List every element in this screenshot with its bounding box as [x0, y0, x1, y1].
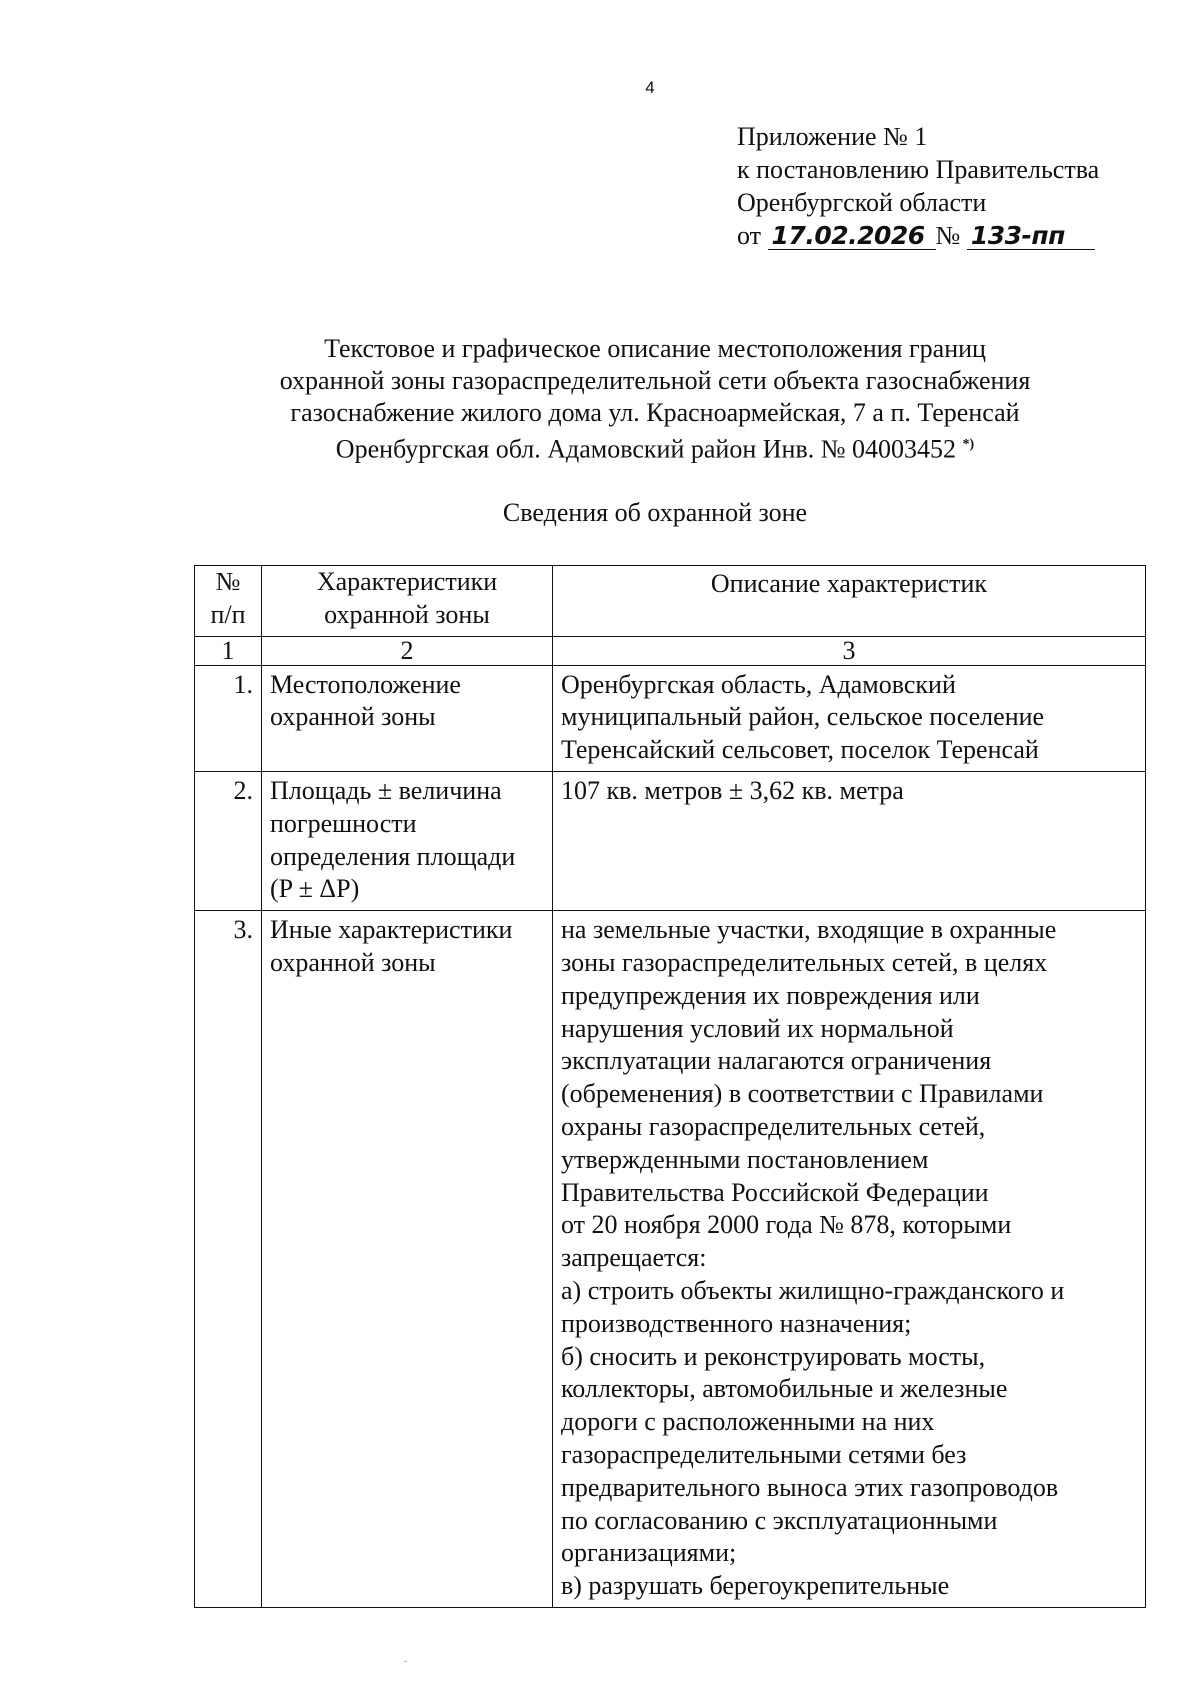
column-number-row	[195, 636, 1146, 665]
title-line-1: Текстовое и графическое описание местоположения границ	[324, 334, 986, 363]
row-number: 2.	[195, 771, 262, 910]
cell-line: Правительства Российской Федерации	[561, 1177, 989, 1207]
cell-line: Оренбургская область, Адамовский	[561, 669, 956, 699]
cell-line: (P ± ΔP)	[270, 874, 360, 904]
cell-line: (обременения) в соответствии с Правилами	[561, 1079, 1044, 1109]
row-description	[553, 665, 1146, 771]
appendix-header	[737, 120, 1099, 252]
page-number: 4	[645, 78, 655, 97]
cell-line: предварительного выноса этих газопроводов	[561, 1472, 1059, 1502]
header-col-2-line: охранной зоны	[324, 599, 490, 629]
title-line-4: Оренбургская обл. Адамовский район Инв. № 04003452	[335, 434, 957, 464]
cell-line: Местоположение	[270, 669, 461, 699]
table-header-row	[195, 566, 1146, 637]
row-characteristic	[262, 771, 553, 910]
row-description	[553, 771, 1146, 910]
cell-line: дороги с расположенными на них	[561, 1407, 935, 1437]
cell-line: эксплуатации налагаются ограничения	[561, 1046, 992, 1076]
table-row	[195, 911, 1146, 1608]
appendix-line-1: Приложение № 1	[737, 122, 928, 151]
cell-line: Иные характеристики	[270, 915, 513, 945]
cell-line: б) сносить и реконструировать мосты,	[561, 1341, 986, 1371]
cell-line: зоны газораспределительных сетей, в целях	[561, 947, 1048, 977]
cell-line: Теренсайский сельсовет, поселок Теренсай	[561, 735, 1039, 765]
cell-line: в) разрушать берегоукрепительные	[561, 1571, 950, 1601]
title-line-3: газоснабжение жилого дома ул. Красноармейская, 7 а п. Теренсай	[290, 398, 1020, 427]
title-line-2: охранной зоны газораспределительной сети объекта газоснабжения	[279, 366, 1031, 395]
footnote-mark: *)	[962, 437, 975, 452]
cell-line: Площадь ± величина	[270, 775, 502, 805]
header-col-2-line: Характеристики	[316, 567, 498, 596]
appendix-line-3: Оренбургской области	[737, 188, 987, 217]
row-number: 1.	[195, 665, 262, 771]
handwritten-date: 17.02.2026	[768, 223, 936, 250]
cell-line: а) строить объекты жилищно-гражданского и	[561, 1275, 1065, 1305]
header-col-1	[195, 566, 262, 637]
appendix-line-2: к постановлению Правительства	[737, 155, 1100, 184]
cell-line: охранной зоны	[270, 947, 436, 977]
cell-line: коллекторы, автомобильные и железные	[561, 1374, 1008, 1404]
cell-line: предупреждения их повреждения или	[561, 980, 980, 1010]
header-col-2	[262, 566, 553, 637]
protection-zone-table	[194, 565, 1146, 1608]
cell-line: производственного назначения;	[561, 1308, 912, 1338]
cell-line: организациями;	[561, 1538, 737, 1568]
cell-line: от 20 ноября 2000 года № 878, которыми	[561, 1210, 1012, 1240]
cell-line: газораспределительными сетями без	[561, 1439, 967, 1469]
document-title	[180, 333, 1130, 466]
cell-line: 107 кв. метров ± 3,62 кв. метра	[561, 775, 904, 805]
header-col-1-line: п/п	[210, 599, 246, 629]
table-row	[195, 771, 1146, 910]
cell-line: охраны газораспределительных сетей,	[561, 1111, 986, 1141]
cell-line: на земельные участки, входящие в охранные	[561, 915, 1057, 945]
cell-line: погрешности	[270, 808, 417, 838]
scan-artifact: ˘	[404, 1660, 408, 1671]
cell-line: запрещается:	[561, 1243, 707, 1273]
column-number: 3	[553, 636, 1146, 665]
row-description	[553, 911, 1146, 1608]
table-row	[195, 665, 1146, 771]
column-number: 2	[262, 636, 553, 665]
row-number: 3.	[195, 911, 262, 1608]
section-subtitle: Сведения об охранной зоне	[502, 498, 808, 527]
row-characteristic	[262, 911, 553, 1608]
header-col-3: Описание характеристик	[553, 566, 1146, 637]
column-number: 1	[195, 636, 262, 665]
handwritten-number: 133-пп	[967, 223, 1095, 250]
appendix-date-line	[737, 219, 1099, 252]
title-line-4-wrap	[180, 429, 1130, 466]
number-prefix: №	[935, 221, 961, 250]
cell-line: по согласованию с эксплуатационными	[561, 1505, 998, 1535]
row-characteristic	[262, 665, 553, 771]
cell-line: нарушения условий их нормальной	[561, 1013, 954, 1043]
header-col-1-line: №	[215, 567, 241, 596]
cell-line: муниципальный район, сельское поселение	[561, 702, 1045, 732]
cell-line: определения площади	[270, 841, 516, 871]
cell-line: охранной зоны	[270, 702, 436, 732]
date-prefix: от	[737, 221, 762, 250]
cell-line: утвержденными постановлением	[561, 1144, 929, 1174]
